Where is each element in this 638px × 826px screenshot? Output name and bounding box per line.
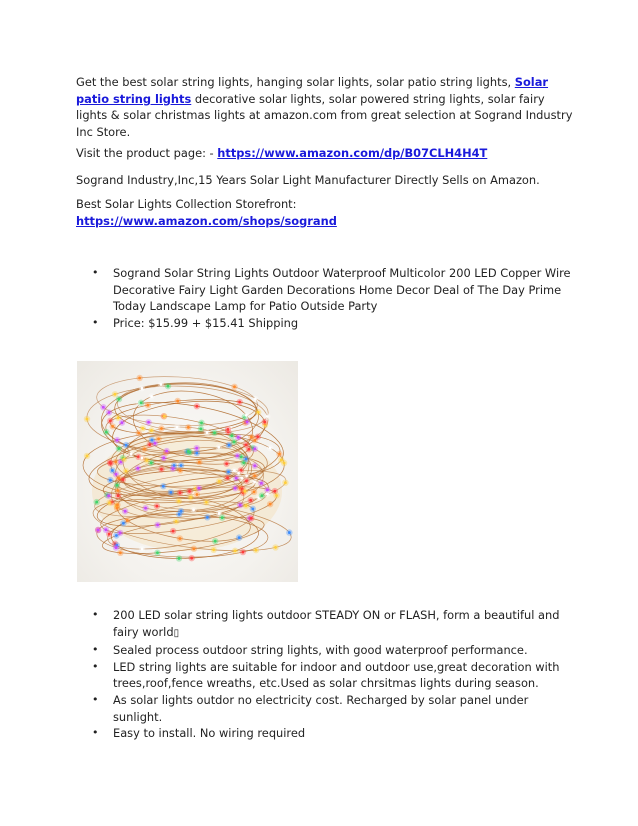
led-bulb (250, 517, 253, 520)
led-bulb (253, 448, 256, 451)
visit-paragraph (76, 145, 576, 162)
string-lights-illustration (77, 361, 298, 582)
led-bulb (234, 549, 237, 552)
led-bulb (237, 472, 240, 475)
led-bulb (266, 493, 269, 496)
led-bulb (141, 548, 144, 551)
led-bulb (227, 470, 230, 473)
led-bulb (108, 411, 111, 414)
led-bulb (156, 524, 159, 527)
led-bulb (177, 500, 180, 503)
led-bulb (266, 415, 269, 418)
led-bulb (144, 507, 147, 510)
collection-paragraph (76, 196, 576, 229)
feature-text: 200 LED solar string lights outdoor STEADY ON or FLASH, form a beautiful and fairy world (113, 608, 560, 639)
led-bulb (178, 557, 181, 560)
list-item (76, 607, 576, 642)
led-bulb (254, 398, 257, 401)
led-bulb (175, 520, 178, 523)
list-item (76, 725, 576, 742)
intro-paragraph (76, 74, 576, 140)
led-bulb (273, 490, 276, 493)
led-bulb (195, 447, 198, 450)
storefront-link[interactable]: https://www.amazon.com/shops/sogrand (76, 213, 337, 228)
led-bulb (284, 481, 287, 484)
bullet-icon: • (92, 692, 99, 706)
led-bulb (192, 509, 195, 512)
led-bulb (97, 529, 100, 532)
led-bulb (245, 480, 248, 483)
led-bulb (117, 494, 120, 497)
led-bulb (111, 469, 114, 472)
led-bulb (126, 519, 129, 522)
led-bulb (189, 496, 192, 499)
led-bulb (119, 532, 122, 535)
bullet-icon: • (92, 315, 99, 329)
led-bulb (198, 461, 201, 464)
led-bulb (249, 499, 252, 502)
led-bulb (114, 393, 117, 396)
led-bulb (213, 431, 216, 434)
led-bulb (140, 401, 143, 404)
led-bulb (180, 464, 183, 467)
led-bulb (138, 377, 141, 380)
led-bulb (195, 452, 198, 455)
feature-text: Sealed process outdoor string lights, with good waterproof performance. (113, 643, 528, 658)
manufacturer-paragraph: Sogrand Industry,Inc,15 Years Solar Light Manufacturer Directly Sells on Amazon. (76, 173, 540, 187)
led-bulb (256, 435, 259, 438)
led-bulb (141, 457, 144, 460)
led-bulb (115, 473, 118, 476)
led-bulb (263, 421, 266, 424)
bullet-icon: • (92, 608, 99, 621)
led-bulb (253, 474, 256, 477)
led-bulb (187, 450, 190, 453)
led-bulb (197, 487, 200, 490)
led-bulb (234, 487, 237, 490)
product-price: Price: $15.99 + $15.41 Shipping (113, 315, 299, 330)
led-bulb (237, 436, 240, 439)
led-bulb (119, 551, 122, 554)
led-bulb (227, 428, 230, 431)
led-bulb (233, 440, 236, 443)
led-bulb (196, 493, 199, 496)
led-bulb (125, 444, 128, 447)
led-bulb (176, 426, 179, 429)
led-bulb (155, 505, 158, 508)
led-bulb (122, 522, 125, 525)
led-bulb (121, 421, 124, 424)
led-bulb (255, 549, 258, 552)
led-bulb (116, 489, 119, 492)
led-bulb (105, 431, 108, 434)
feature-text: LED string lights are suitable for indoor and outdoor use,great decoration with trees,roof,fence wreaths, etc.Used as solar chrsitmas lights during season. (113, 659, 560, 691)
led-bulb (141, 387, 144, 390)
led-bulb (108, 501, 111, 504)
led-bulb (137, 432, 140, 435)
product-page-link[interactable]: https://www.amazon.com/dp/B07CLH4H4T (217, 146, 488, 160)
led-bulb (245, 504, 248, 507)
led-bulb (275, 494, 278, 497)
led-bulb (253, 490, 256, 493)
led-bulb (206, 516, 209, 519)
led-bulb (172, 467, 175, 470)
bullet-icon: • (92, 643, 99, 657)
led-bulb (109, 419, 112, 422)
led-bulb (116, 484, 119, 487)
led-bulb (157, 437, 160, 440)
led-bulb (160, 427, 163, 430)
list-item (76, 265, 576, 315)
led-bulb (253, 439, 256, 442)
product-bullet-list (76, 265, 576, 331)
led-bulb (283, 462, 286, 465)
led-bulb (218, 480, 221, 483)
led-bulb (253, 480, 256, 483)
list-item (76, 642, 576, 659)
led-bulb (233, 385, 236, 388)
led-bulb (146, 404, 149, 407)
led-bulb (238, 536, 241, 539)
led-bulb (117, 416, 120, 419)
led-bulb (205, 501, 208, 504)
led-bulb (176, 400, 179, 403)
led-bulb (109, 462, 112, 465)
led-bulb (251, 507, 254, 510)
led-bulb (243, 490, 246, 493)
led-bulb (130, 452, 133, 455)
led-bulb (179, 469, 182, 472)
led-bulb (167, 385, 170, 388)
led-bulb (245, 414, 248, 417)
led-bulb (114, 460, 117, 463)
led-bulb (115, 534, 118, 537)
led-bulb (143, 447, 146, 450)
led-bulb (214, 540, 217, 543)
led-bulb (147, 421, 150, 424)
led-bulb (238, 401, 241, 404)
led-bulb (217, 446, 220, 449)
led-bulb (109, 479, 112, 482)
bullet-icon: • (92, 659, 99, 673)
led-bulb (228, 444, 231, 447)
led-bulb (269, 447, 272, 450)
led-bulb (179, 491, 182, 494)
led-bulb (233, 469, 236, 472)
led-bulb (241, 477, 244, 480)
led-bulb (148, 443, 151, 446)
led-bulb (195, 405, 198, 408)
led-bulb (95, 501, 98, 504)
intro-text-after: decorative solar lights, solar powered string lights, solar fairy lights & solar christmas lights at amazon.com from great selection at Sogrand Industry Inc Store. (76, 91, 573, 139)
led-bulb (235, 477, 238, 480)
led-bulb (257, 411, 260, 414)
led-bulb (86, 455, 89, 458)
led-bulb (212, 548, 215, 551)
led-bulb (253, 464, 256, 467)
led-bulb (162, 457, 165, 460)
list-item (76, 659, 576, 692)
led-bulb (156, 551, 159, 554)
led-bulb (160, 468, 163, 471)
led-bulb (124, 510, 127, 513)
led-bulb (111, 425, 114, 428)
feature-text: Easy to install. No wiring required (113, 726, 306, 741)
led-bulb (200, 421, 203, 424)
led-bulb (274, 546, 277, 549)
led-bulb (187, 426, 190, 429)
visit-label: Visit the product page: - (76, 146, 218, 160)
led-bulb (118, 398, 121, 401)
led-bulb (230, 434, 233, 437)
led-bulb (165, 450, 168, 453)
led-bulb (115, 546, 118, 549)
led-bulb (239, 504, 242, 507)
led-bulb (151, 439, 154, 442)
feature-bullet-list (76, 607, 576, 742)
product-title: Sogrand Solar String Lights Outdoor Waterproof Multicolor 200 LED Copper Wire Decorative Fairy Light Garden Decorations Home Decor Deal of The Day Prime Today Landscape Lamp for Patio Outside Party (113, 266, 571, 314)
led-bulb (169, 491, 172, 494)
led-bulb (86, 418, 89, 421)
list-item (76, 315, 576, 332)
led-bulb (261, 494, 264, 497)
led-bulb (178, 537, 181, 540)
led-bulb (107, 494, 110, 497)
led-bulb (116, 439, 119, 442)
led-bulb (260, 482, 263, 485)
led-bulb (245, 458, 248, 461)
led-bulb (188, 490, 191, 493)
led-bulb (199, 427, 202, 430)
led-bulb (278, 453, 281, 456)
led-bulb (242, 551, 245, 554)
led-bulb (288, 531, 291, 534)
led-bulb (246, 421, 249, 424)
led-bulb (178, 513, 181, 516)
led-bulb (172, 530, 175, 533)
led-bulb (145, 459, 148, 462)
led-bulb (163, 415, 166, 418)
led-bulb (150, 429, 153, 432)
led-bulb (125, 470, 128, 473)
led-bulb (108, 533, 111, 536)
led-bulb (150, 395, 153, 398)
led-bulb (221, 516, 224, 519)
led-bulb (162, 485, 165, 488)
led-bulb (245, 443, 248, 446)
led-bulb (218, 512, 221, 515)
led-bulb (236, 454, 239, 457)
led-bulb (123, 458, 126, 461)
led-bulb (269, 503, 272, 506)
led-bulb (190, 557, 193, 560)
led-bulb (160, 383, 163, 386)
missing-glyph-icon: ▯ (173, 627, 180, 639)
collection-label: Best Solar Lights Collection Storefront: (76, 197, 297, 211)
led-bulb (136, 467, 139, 470)
led-bulb (226, 476, 229, 479)
list-item (76, 692, 576, 725)
bullet-icon: • (92, 726, 99, 740)
led-bulb (105, 528, 108, 531)
led-bulb (192, 547, 195, 550)
led-bulb (206, 431, 209, 434)
led-bulb (102, 406, 105, 409)
led-bulb (250, 436, 253, 439)
solar-patio-string-lights-link[interactable]: Solar patio string lights (76, 75, 549, 106)
bullet-icon: • (92, 266, 99, 279)
led-bulb (245, 474, 248, 477)
product-image-string-lights (77, 361, 298, 582)
led-bulb (150, 461, 153, 464)
led-bulb (225, 462, 228, 465)
led-bulb (116, 503, 119, 506)
intro-text-before: Get the best solar string lights, hanging solar lights, solar patio string lights, (76, 75, 515, 89)
led-bulb (117, 477, 120, 480)
feature-text: As solar lights outdor no electricity cost. Recharged by solar panel under sunlight. (113, 692, 529, 724)
led-bulb (247, 448, 250, 451)
led-bulb (141, 427, 144, 430)
led-bulb (117, 447, 120, 450)
